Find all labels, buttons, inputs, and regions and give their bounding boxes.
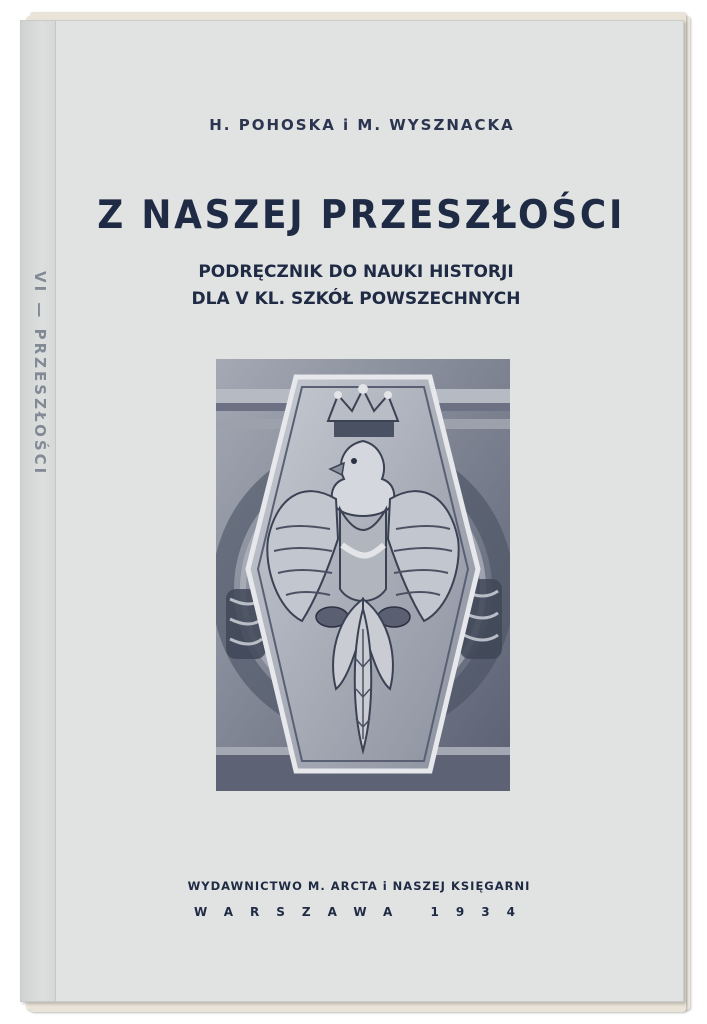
book-title: Z NASZEJ PRZESZŁOŚCI	[97, 193, 626, 238]
publication-place-year: WARSZAWA 1934	[194, 905, 532, 919]
book-subtitle	[21, 259, 683, 313]
book-cover	[20, 20, 684, 1002]
publisher-name: WYDAWNICTWO M. ARCTA i NASZEJ KSIĘGARNI	[187, 879, 531, 893]
subtitle-line-1: PODRĘCZNIK DO NAUKI HISTORJI	[198, 262, 514, 282]
subtitle-line-2: DLA V KL. SZKÓŁ POWSZECHNYCH	[191, 289, 521, 309]
eagle-relief-image	[216, 359, 510, 791]
authors: H. POHOSKA i M. WYSZNACKA	[209, 116, 515, 134]
book-spine	[21, 21, 56, 1001]
crown-shape	[328, 384, 398, 437]
eagle-emblem-illustration	[216, 359, 510, 791]
spine-text: VI — PRZESZŁOŚCI	[31, 271, 49, 477]
